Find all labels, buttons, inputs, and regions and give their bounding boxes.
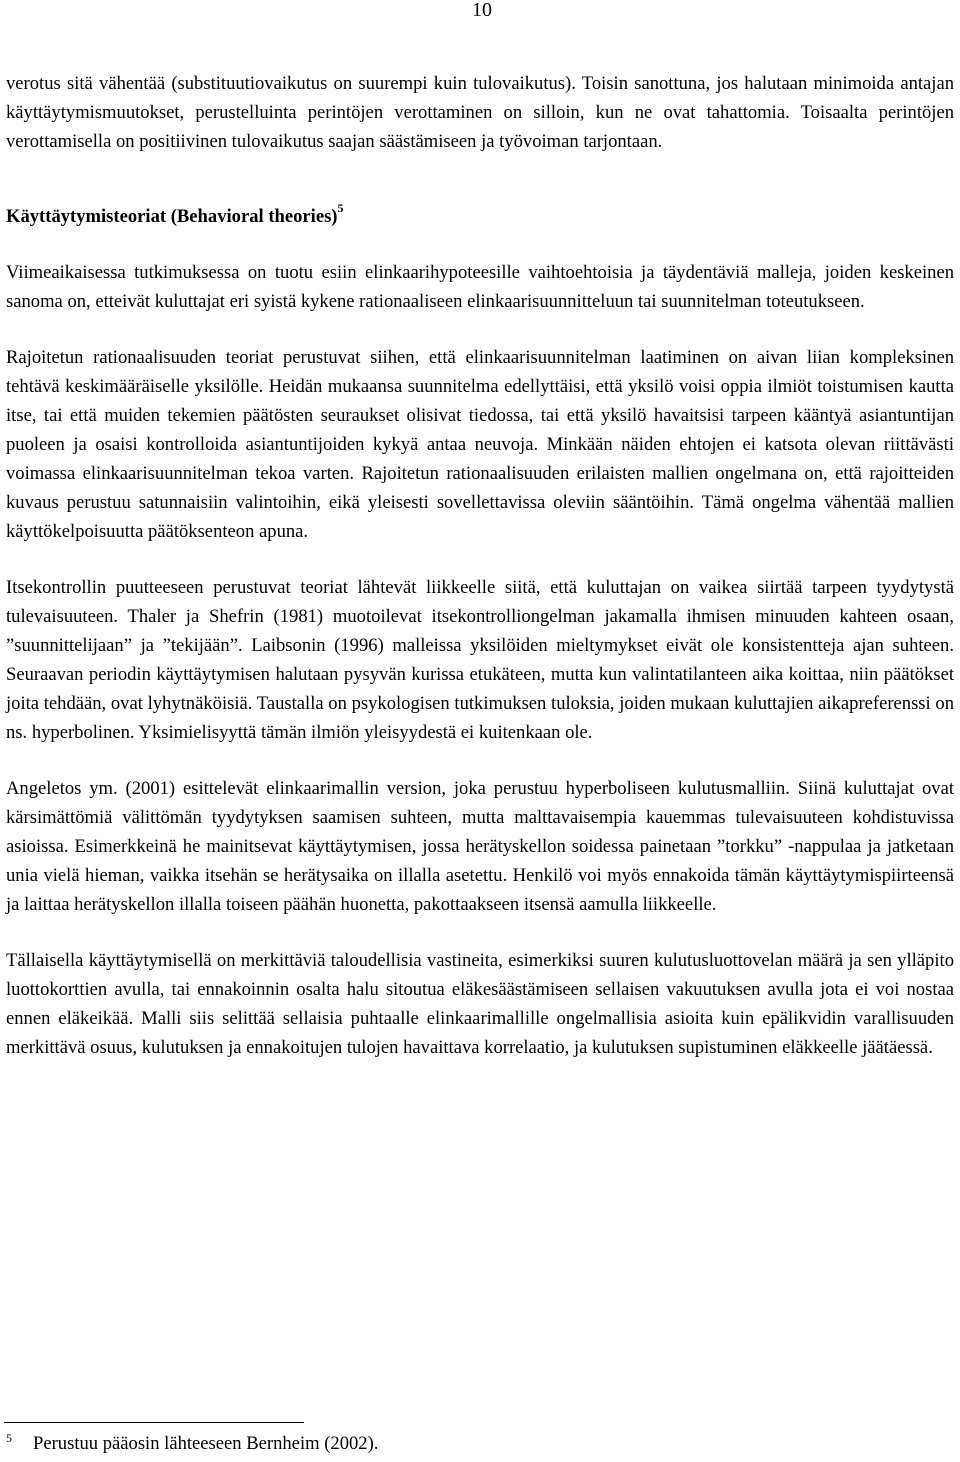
- footnote-mark: 5: [6, 1431, 12, 1445]
- paragraph-6: Tällaisella käyttäytymisellä on merkittäviä taloudellisia vastineita, esimerkiksi suuren kulutusluottovelan määrä ja sen ylläpito luottokorttien avulla, tai ennakoinnin osalta halu sitoutua eläkesäästämiseen sellaisen vakuutuksen avulla jota ei voi nostaa ennen eläkeikää. Malli siis selittää sellaisia puhtaalle elinkaarimallille ongelmallisia asioita kuin epälikvidin varallisuuden merkittävä osuus, kulutuksen ja ennakoitujen tulojen havaittava korrelaatio, ja kulutuksen supistuminen eläkkeelle jäätäessä.: [6, 950, 954, 1059]
- paragraph-3: Rajoitetun rationaalisuuden teoriat perustuvat siihen, että elinkaarisuunnitelman laatiminen on aivan liian kompleksinen tehtävä keskimääräiselle yksilölle. Heidän mukaansa suunnitelma edellyttäisi, että yksilö voisi oppia ilmiöt toistumisen kautta itse, tai että muiden tekemien päätösten seuraukset olisivat tiedossa, tai että yksilö havaitsisi tarpeen kääntyä asiantuntijan puoleen ja osaisi kontrolloida asiantuntijoiden kykyä antaa neuvoja. Minkään näiden ehtojen ei katsota olevan riittävästi voimassa elinkaarisuunnitelman tekoa varten. Rajoitetun rationaalisuuden erilaisten mallien ongelmana on, että rajoitteiden kuvaus perustuu satunnaisiin valintoihin, eikä yleisesti sovellettavissa oleviin sääntöihin. Tämä ongelma vähentää mallien käyttökelpoisuutta päätöksenteon apuna.: [6, 347, 954, 543]
- paragraph-5: Angeletos ym. (2001) esittelevät elinkaarimallin version, joka perustuu hyperboliseen kulutusmalliin. Siinä kuluttajat ovat kärsimättömiä välittömän tyydytyksen saamisen suhteen, mutta malttavaisempia kauemmas tulevaisuuteen kohdistuvissa asioissa. Esimerkkeinä he mainitsevat käyttäytymisen, jossa herätyskellon soidessa painetaan ”torkku” -nappulaa ja jatketaan unia vielä hieman, vaikka itsehän se herätysaika on illalla asetettu. Henkilö voi myös ennakoida tämän käyttäytymispiirteensä ja laittaa herätyskellon illalla toiseen päähän huonetta, pakottaakseen itsensä aamulla liikkeelle.: [6, 778, 954, 916]
- footnote-reference: 5: [337, 201, 344, 215]
- footnote: [6, 1432, 378, 1456]
- document-body: [6, 69, 954, 1062]
- paragraph-2: Viimeaikaisessa tutkimuksessa on tuotu esiin elinkaarihypoteesille vaihtoehtoisia ja täydentäviä malleja, joiden keskeinen sanoma on, etteivät kuluttajat eri syistä kykene rationaaliseen elinkaarisuunnitteluun tai suunnitelman toteutukseen.: [6, 262, 954, 313]
- page-number: 10: [472, 0, 492, 21]
- section-heading-text: Käyttäytymisteoriat (Behavioral theories): [6, 206, 338, 228]
- footnote-text: Perustuu pääosin lähteeseen Bernheim (2002).: [33, 1433, 379, 1454]
- paragraph-1: verotus sitä vähentää (substituutiovaikutus on suurempi kuin tulovaikutus). Toisin sanottuna, jos halutaan minimoida antajan käyttäytymismuutokset, perustelluinta perintöjen verottaminen on silloin, kun ne ovat tahattomia. Toisaalta perintöjen verottamisella on positiivinen tulovaikutus saajan säästämiseen ja työvoiman tarjontaan.: [6, 73, 954, 152]
- section-heading: [6, 197, 954, 231]
- paragraph-4: Itsekontrollin puutteeseen perustuvat teoriat lähtevät liikkeelle siitä, että kuluttajan on vaikea siirtää tarpeen tyydytystä tulevaisuuteen. Thaler ja Shefrin (1981) muotoilevat itsekontrolliongelman jakamalla ihmisen minuuden kahteen osaan, ”suunnittelijaan” ja ”tekijään”. Laibsonin (1996) malleissa yksilöiden mieltymykset eivät ole konsistentteja ajan suhteen. Seuraavan periodin käyttäytymisen halutaan pysyvän kurissa etukäteen, mutta kun valintatilanteen aika koittaa, niin päätökset joita tehdään, ovat lyhytnäköisiä. Taustalla on psykologisen tutkimuksen tuloksia, joiden mukaan kuluttajien aikapreferenssi on ns. hyperbolinen. Yksimielisyyttä tämän ilmiön yleisyydestä ei kuitenkaan ole.: [6, 577, 954, 744]
- footnote-divider: [4, 1422, 304, 1423]
